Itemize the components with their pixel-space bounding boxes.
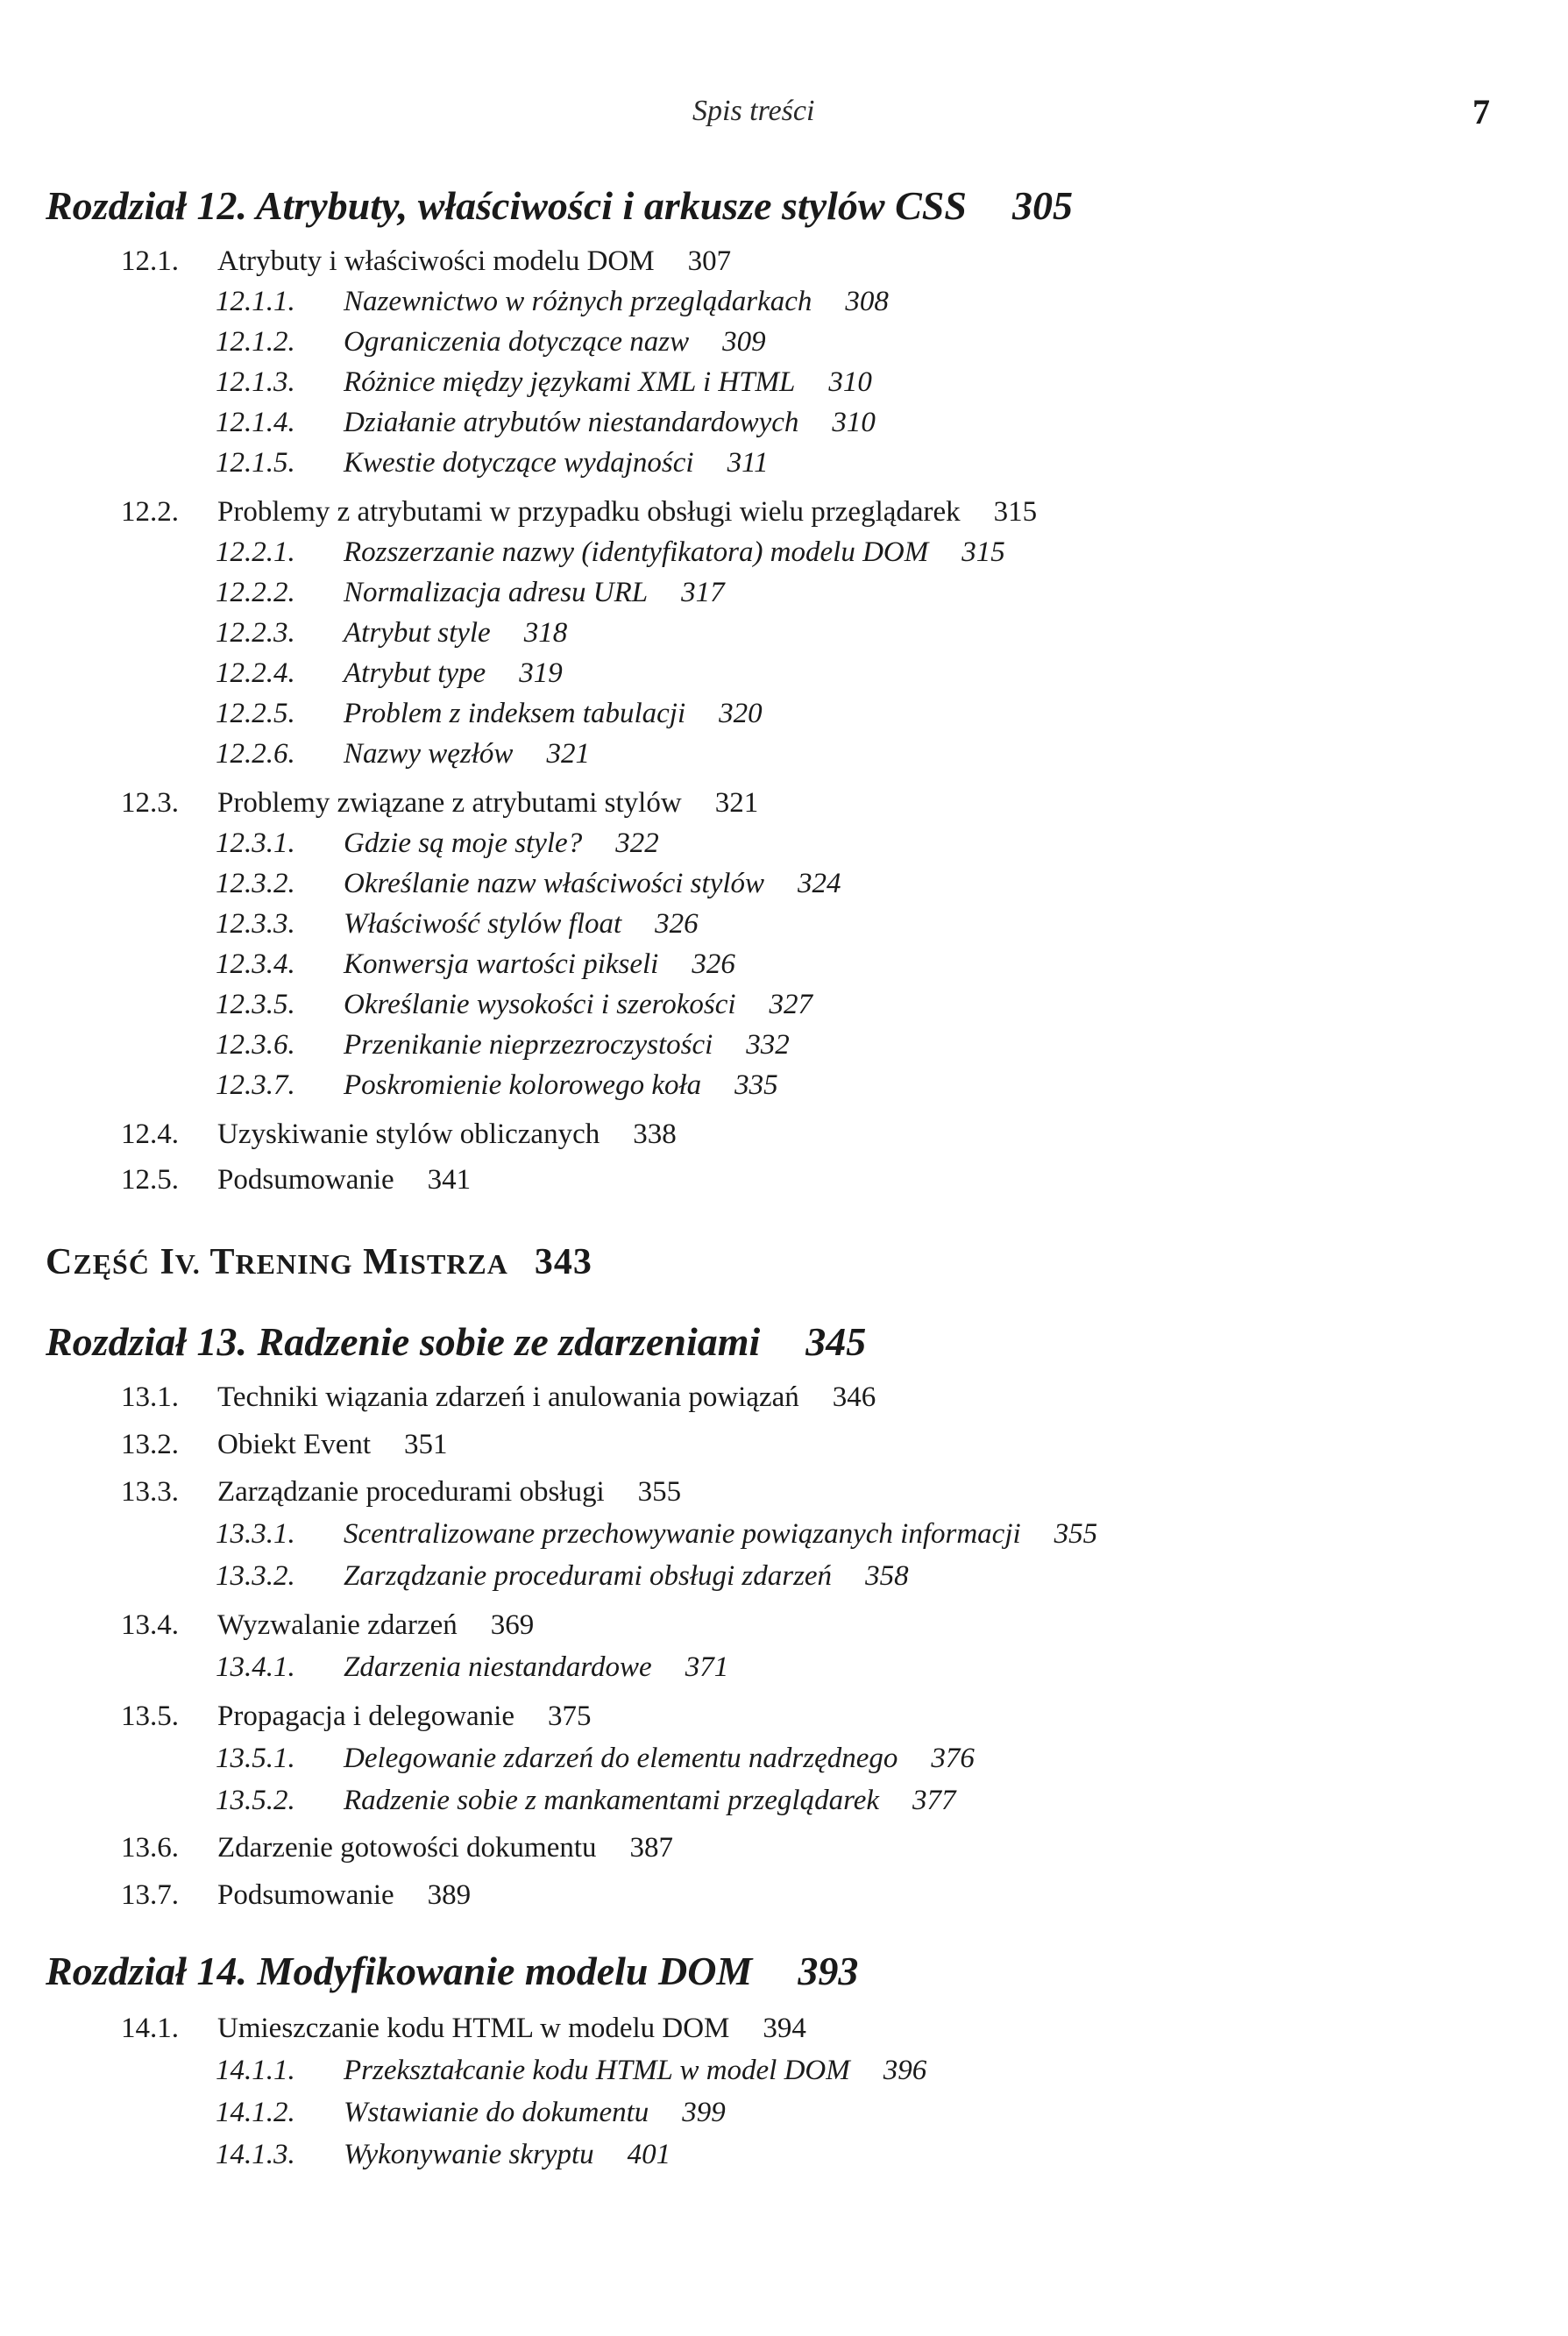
toc-title: Ograniczenia dotyczące nazw (344, 326, 690, 358)
toc-page-number: 375 (548, 1701, 592, 1732)
toc-page-number: 355 (637, 1476, 682, 1508)
toc-title: CZĘŚĆ IV. TRENING MISTRZA (46, 1242, 508, 1282)
toc-title: Zarządzanie procedurami obsługi (217, 1476, 605, 1508)
toc-page-number: 393 (798, 1949, 859, 1993)
toc-title: Atrybut type (344, 657, 486, 689)
toc-number: 12.3. (121, 787, 179, 819)
toc-sub-row (216, 2097, 726, 2129)
toc-number: 13.1. (121, 1381, 179, 1413)
toc-title: Nazwy węzłów (344, 738, 514, 770)
toc-number: 12.2.4. (216, 657, 295, 689)
toc-chapter-row (46, 1318, 866, 1365)
toc-sec-row (121, 1879, 471, 1912)
toc-title: Rozdział 13. Radzenie sobie ze zdarzeniami (46, 1319, 761, 1364)
toc-number: 12.2.2. (216, 577, 295, 608)
toc-page-number: 310 (832, 407, 876, 438)
toc-page-number: 332 (746, 1029, 790, 1061)
toc-page-number: 345 (805, 1319, 867, 1364)
toc-page-number: 396 (883, 2055, 927, 2086)
toc-chapter-row (46, 1948, 858, 1994)
toc-number: 14.1.2. (216, 2097, 295, 2128)
toc-number: 13.5. (121, 1701, 179, 1732)
toc-number: 12.3.1. (216, 827, 295, 859)
toc-sub-row (216, 948, 735, 981)
toc-page-number: 307 (687, 245, 732, 277)
toc-sub-row (216, 989, 812, 1021)
toc-sec-row (121, 1701, 592, 1733)
toc-sub-row (216, 407, 876, 439)
toc-number: 12.2.1. (216, 536, 295, 568)
toc-page-number: 308 (845, 286, 889, 317)
toc-sub-row (216, 738, 590, 770)
toc-page-number: 326 (692, 948, 735, 980)
toc-number: 14.1.3. (216, 2139, 295, 2170)
toc-title: Rozdział 14. Modyfikowanie modelu DOM (46, 1949, 753, 1993)
toc-number: 12.2.6. (216, 738, 295, 770)
toc-page-number: 355 (1054, 1518, 1098, 1550)
toc-sub-row (216, 1069, 778, 1102)
toc-number: 12.2. (121, 496, 179, 528)
toc-page-number: 317 (681, 577, 725, 608)
toc-title: Techniki wiązania zdarzeń i anulowania powiązań (217, 1381, 799, 1413)
page-number: 7 (1472, 92, 1490, 131)
toc-title: Rozdział 12. Atrybuty, właściwości i arkusze stylów CSS (46, 183, 967, 228)
toc-page-number: 346 (832, 1381, 876, 1413)
toc-page-number: 322 (615, 827, 659, 859)
toc-number: 13.2. (121, 1429, 179, 1460)
toc-sub-row (216, 577, 725, 609)
toc-title: Problem z indeksem tabulacji (344, 698, 686, 729)
toc-number: 12.1. (121, 245, 179, 277)
toc-number: 12.3.4. (216, 948, 295, 980)
toc-title: Poskromienie kolorowego koła (344, 1069, 702, 1101)
toc-sec-row (121, 1381, 876, 1414)
toc-sub-row (216, 366, 872, 399)
toc-title: Właściwość stylów float (344, 908, 622, 940)
toc-title: Atrybuty i właściwości modelu DOM (217, 245, 655, 277)
toc-sub-row (216, 286, 889, 318)
toc-title: Delegowanie zdarzeń do elementu nadrzędnego (344, 1743, 898, 1774)
toc-sub-row (216, 1743, 975, 1775)
toc-page-number: 387 (629, 1832, 674, 1864)
toc-sub-row (216, 326, 766, 359)
toc-sub-row (216, 447, 769, 479)
toc-title: Normalizacja adresu URL (344, 577, 649, 608)
toc-number: 13.4.1. (216, 1651, 295, 1683)
page-header (0, 88, 1568, 140)
toc-number: 12.2.5. (216, 698, 295, 729)
toc-number: 13.5.1. (216, 1743, 295, 1774)
toc-number: 12.3.2. (216, 868, 295, 899)
toc-page-number: 389 (427, 1879, 472, 1911)
toc-number: 14.1.1. (216, 2055, 295, 2086)
toc-sub-row (216, 827, 659, 860)
toc-page-number: 321 (546, 738, 590, 770)
toc-sub-row (216, 2055, 926, 2087)
toc-title: Uzyskiwanie stylów obliczanych (217, 1118, 600, 1150)
toc-page-number: 315 (993, 496, 1038, 528)
toc-page-number: 311 (727, 447, 769, 479)
toc-number: 12.3.5. (216, 989, 295, 1020)
toc-page-number: 399 (682, 2097, 726, 2128)
toc-sub-row (216, 1651, 728, 1684)
toc-sub-row (216, 2139, 670, 2171)
toc-page-number: 327 (769, 989, 813, 1020)
toc-sub-row (216, 536, 1005, 569)
toc-number: 12.1.3. (216, 366, 295, 398)
toc-title: Działanie atrybutów niestandardowych (344, 407, 799, 438)
toc-sub-row (216, 1560, 909, 1593)
toc-title: Podsumowanie (217, 1879, 394, 1911)
toc-sec-row (121, 496, 1037, 529)
toc-sub-row (216, 657, 563, 690)
toc-sec-row (121, 1609, 534, 1642)
toc-page-number: 320 (719, 698, 763, 729)
toc-chapter-row (46, 182, 1073, 229)
toc-sec-row (121, 2013, 806, 2045)
toc-title: Przenikanie nieprzezroczystości (344, 1029, 713, 1061)
running-title: Spis treści (692, 95, 815, 127)
toc-page-number: 394 (763, 2013, 806, 2044)
toc-title: Wstawianie do dokumentu (344, 2097, 649, 2128)
toc-title: Obiekt Event (217, 1429, 372, 1460)
toc-title: Umieszczanie kodu HTML w modelu DOM (217, 2013, 730, 2044)
toc-title: Atrybut style (344, 617, 491, 649)
toc-title: Zdarzenie gotowości dokumentu (217, 1832, 597, 1864)
toc-page-number: 358 (865, 1560, 909, 1592)
toc-number: 12.3.3. (216, 908, 295, 940)
toc-title: Problemy związane z atrybutami stylów (217, 787, 682, 819)
toc-number: 13.3.2. (216, 1560, 295, 1592)
toc-sub-row (216, 698, 763, 730)
toc-title: Różnice między językami XML i HTML (344, 366, 796, 398)
toc-title: Propagacja i delegowanie (217, 1701, 515, 1732)
toc-number: 12.1.2. (216, 326, 295, 358)
toc-title: Określanie wysokości i szerokości (344, 989, 736, 1020)
toc-number: 13.7. (121, 1879, 179, 1911)
toc-sec-row (121, 1429, 448, 1461)
toc-page-number: 376 (931, 1743, 975, 1774)
toc-title: Podsumowanie (217, 1164, 394, 1196)
toc-number: 12.5. (121, 1164, 179, 1196)
toc-sec-row (121, 787, 758, 820)
toc-title: Wykonywanie skryptu (344, 2139, 594, 2170)
toc-number: 13.6. (121, 1832, 179, 1864)
toc-number: 13.4. (121, 1609, 179, 1641)
toc-sec-row (121, 1164, 471, 1196)
toc-title: Rozszerzanie nazwy (identyfikatora) modelu DOM (344, 536, 929, 568)
toc-number: 13.3.1. (216, 1518, 295, 1550)
toc-number: 12.1.1. (216, 286, 295, 317)
toc-page-number: 351 (404, 1429, 448, 1460)
toc-sub-row (216, 868, 841, 900)
toc-number: 12.3.6. (216, 1029, 295, 1061)
toc-page-number: 341 (427, 1164, 472, 1196)
toc-page-number: 318 (523, 617, 568, 649)
toc-page-number: 324 (798, 868, 841, 899)
toc-title: Przekształcanie kodu HTML w model DOM (344, 2055, 850, 2086)
toc-sec-row (121, 1832, 673, 1864)
toc-page-number: 326 (655, 908, 699, 940)
toc-sec-row (121, 245, 731, 278)
toc-sub-row (216, 908, 699, 941)
toc-number: 12.3.7. (216, 1069, 295, 1101)
toc-title: Konwersja wartości pikseli (344, 948, 659, 980)
toc-page-number: 371 (685, 1651, 729, 1683)
toc-number: 12.4. (121, 1118, 179, 1150)
toc-title: Wyzwalanie zdarzeń (217, 1609, 458, 1641)
toc-number: 12.1.4. (216, 407, 295, 438)
toc-number: 14.1. (121, 2013, 179, 2044)
toc-page-number: 305 (1011, 183, 1073, 228)
toc-sub-row (216, 617, 567, 650)
toc-number: 13.5.2. (216, 1785, 295, 1816)
toc-page-number: 401 (627, 2139, 671, 2170)
toc-page-number: 338 (633, 1118, 677, 1150)
toc-number: 13.3. (121, 1476, 179, 1508)
toc-title: Problemy z atrybutami w przypadku obsługi wielu przeglądarek (217, 496, 961, 528)
toc-page-number: 343 (534, 1242, 592, 1282)
toc-title: Określanie nazw właściwości stylów (344, 868, 765, 899)
toc-title: Kwestie dotyczące wydajności (344, 447, 694, 479)
toc-title: Scentralizowane przechowywanie powiązanych informacji (344, 1518, 1021, 1550)
toc-sub-row (216, 1029, 790, 1061)
toc-number: 12.1.5. (216, 447, 295, 479)
toc-sec-row (121, 1476, 681, 1509)
toc-title: Radzenie sobie z mankamentami przeglądarek (344, 1785, 879, 1816)
toc-page-number: 319 (519, 657, 563, 689)
toc-title: Nazewnictwo w różnych przeglądarkach (344, 286, 812, 317)
toc-sec-row (121, 1118, 677, 1151)
toc-page-number: 310 (828, 366, 872, 398)
toc-page-number: 335 (734, 1069, 778, 1101)
toc-title: Zdarzenia niestandardowe (344, 1651, 652, 1683)
toc-page-number: 321 (714, 787, 759, 819)
toc-page-number: 309 (722, 326, 766, 358)
toc-title: Zarządzanie procedurami obsługi zdarzeń (344, 1560, 833, 1592)
toc-page-number: 315 (961, 536, 1005, 568)
toc-number: 12.2.3. (216, 617, 295, 649)
toc-title: Gdzie są moje style? (344, 827, 583, 859)
toc-page-number: 377 (912, 1785, 956, 1816)
toc-sub-row (216, 1518, 1097, 1551)
toc-page-number: 369 (490, 1609, 535, 1641)
toc-part-row (46, 1241, 592, 1283)
toc-sub-row (216, 1785, 956, 1817)
